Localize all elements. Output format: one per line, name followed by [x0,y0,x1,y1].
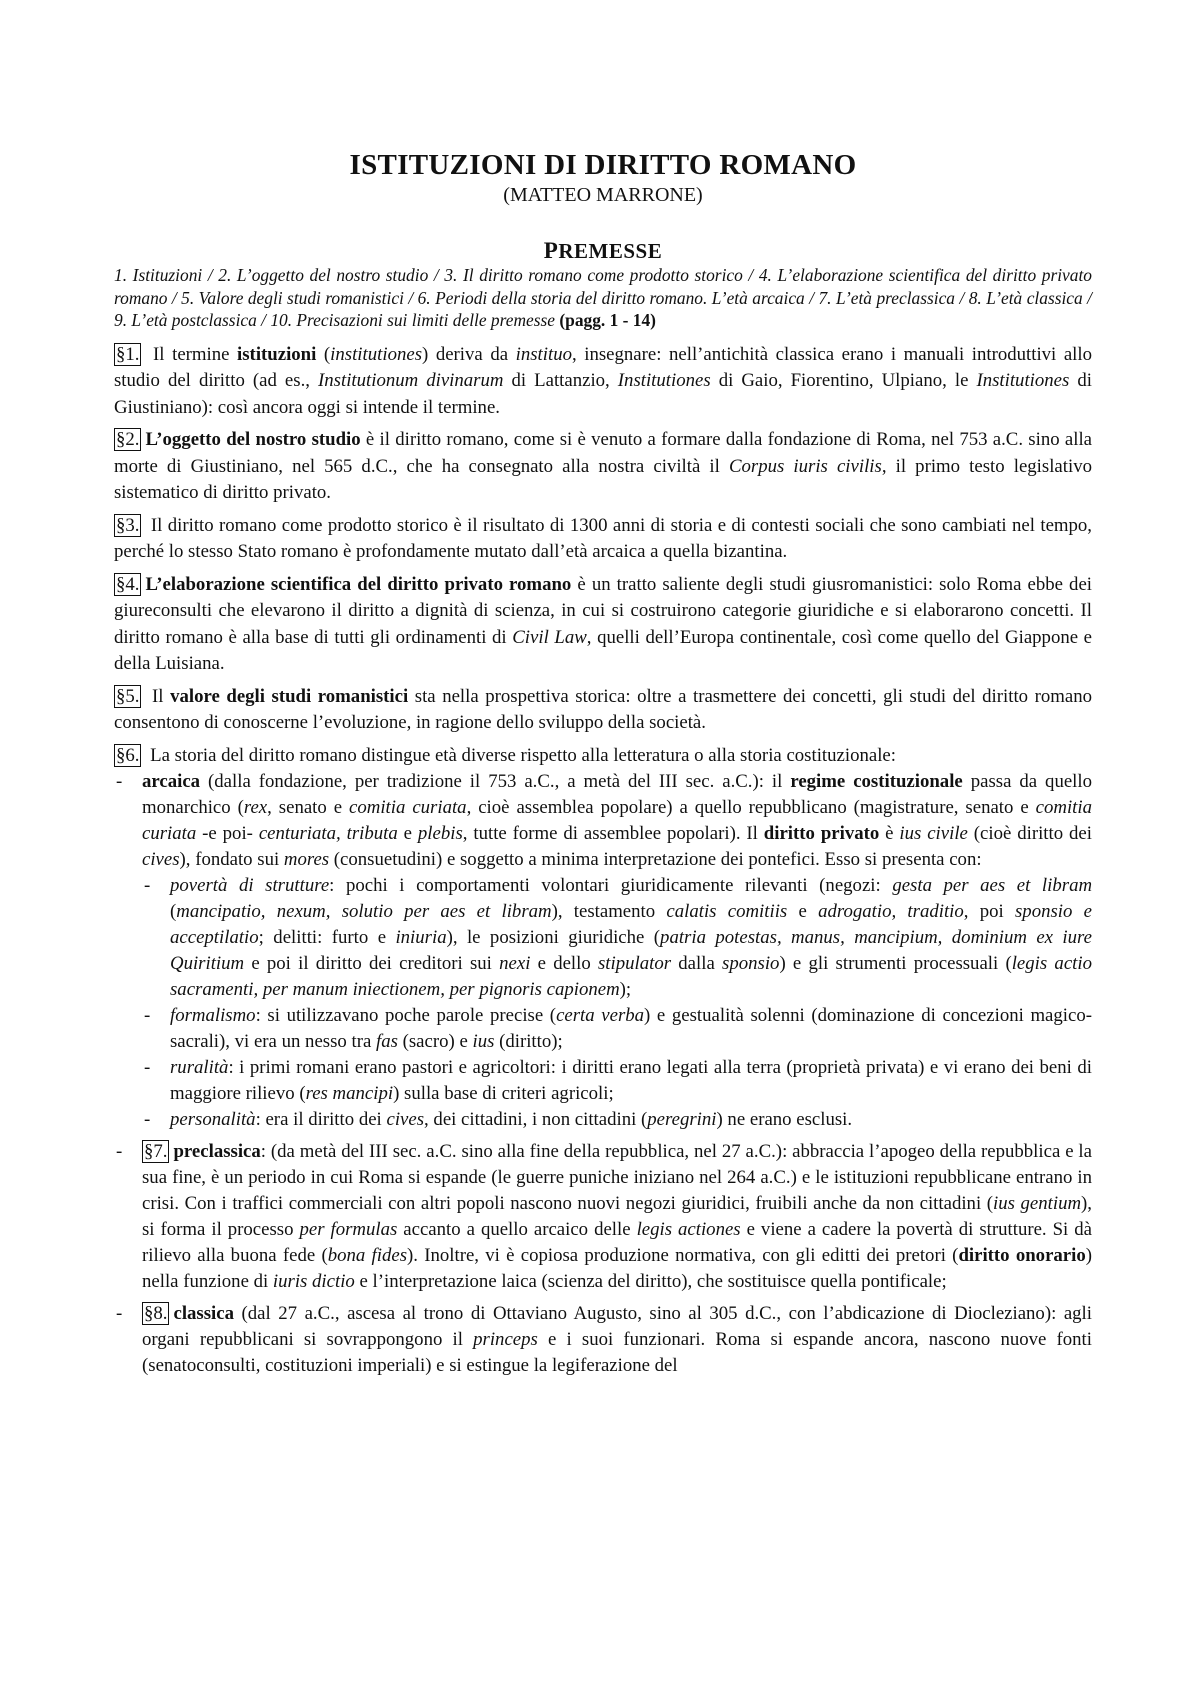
section-number-box: §4. [116,573,140,595]
paragraph-1: §1. Il termine istituzioni (institutiones) deriva da instituo, insegnare: nell’antichità classica erano i manuali introduttivi allo studio del diritto (ad es., Institutionum divinarum di Lattanzio, Institutiones di Gaio, Fiorentino, Ulpiano, le Institutiones di Giustiniano): così ancora oggi si intende il termine. [114,343,1092,418]
paragraph-2: §2. L’oggetto del nostro studio è il diritto romano, come si è venuto a formare dalla fondazione di Roma, nel 753 a.C. sino alla morte di Giustiniano, nel 565 d.C., che ha consegnato alla nostra civiltà il Corpus iuris civilis, il primo testo legislativo sistematico di diritto privato. [114,429,1092,503]
list-item: - formalismo: si utilizzavano poche parole precise (certa verba) e gestualità solenni (dominazione di concezioni magico-sacrali), vi era un nesso tra fas (sacro) e ius (diritto); [142,1003,1092,1055]
paragraph-6: §6. La storia del diritto romano distingue età diverse rispetto alla letteratura o alla storia costituzionale: [116,744,896,766]
section-number-box: §3. [116,514,140,536]
list-item: - ruralità: i primi romani erano pastori e agricoltori: i diritti erano legati alla terra (proprietà privata) e vi erano dei beni di maggiore rilievo (res mancipi) sulla base di criteri agricoli; [142,1055,1092,1107]
list-item: - personalità: era il diritto dei cives, dei cittadini, i non cittadini (peregrini) ne erano esclusi. [142,1107,1092,1133]
list-item: - povertà di strutture: pochi i comportamenti volontari giuridicamente rilevanti (negozi: gesta per aes et libram (mancipatio, nexum, solutio per aes et libram), testamento calatis comitiis e adrogatio, traditio, poi sponsio e acceptilatio; delitti: furto e iniuria), le posizioni giuridiche (patria potestas, manus, mancipium, dominium ex iure Quiritium e poi il diritto dei creditori sui nexi e dello stipulator dalla sponsio) e gli strumenti processuali (legis actio sacramenti, per manum iniectionem, per pignoris capionem); [142,873,1092,1003]
section-heading: PREMESSE [543,238,663,263]
paragraph-3: §3. Il diritto romano come prodotto storico è il risultato di 1300 anni di storia e di contesti sociali che sono cambiati nel tempo, perché lo stesso Stato romano è profondamente mutato dall’età arcaica a quella bizantina. [114,514,1092,562]
document-author: (MATTEO MARRONE) [503,184,703,206]
paragraph-5: §5. Il valore degli studi romanistici sta nella prospettiva storica: oltre a trasmettere dei concetti, gli studi del diritto romano consentono di conoscerne l’evoluzione, in ragione dello sviluppo della società. [114,685,1092,733]
periods-list [114,769,1092,1379]
section-number-box: §6. [116,744,140,766]
paragraph-4: §4. L’elaborazione scientifica del diritto privato romano è un tratto saliente degli studi giusromanistici: solo Roma ebbe dei giureconsulti che elevarono il diritto a dignità di scienza, in cui si costruirono categorie giuridiche e si elaborarono concetti. Il diritto romano è alla base di tutti gli ordinamenti di Civil Law, quelli dell’Europa continentale, così come quello del Giappone e della Luisiana. [114,573,1093,674]
section-number-box: §5. [116,685,140,707]
arcaica-features-list [142,873,1092,1133]
document-title: ISTITUZIONI DI DIRITTO ROMANO [349,149,857,181]
table-of-contents: 1. Istituzioni / 2. L’oggetto del nostro studio / 3. Il diritto romano come prodotto storico / 4. L’elaborazione scientifica del diritto privato romano / 5. Valore degli studi romanistici / 6. Periodi della storia del diritto romano. L’età arcaica / 7. L’età preclassica / 8. L’età classica / 9. L’età postclassica / 10. Precisazioni sui limiti delle premesse (pagg. 1 - 14) [114,265,1092,330]
list-item-preclassica: - §7. preclassica: (da metà del III sec. a.C. sino alla fine della repubblica, nel 27 a.C.): abbraccia l’apogeo della repubblica e la sua fine, è un periodo in cui Roma si espande (le guerre puniche iniziano nel 264 a.C.) e le istituzioni repubblicane entrano in crisi. Con i traffici commerciali con altri popoli nascono nuovi negozi giuridici, fruibili anche da non cittadini (ius gentium), si forma il processo per formulas accanto a quello arcaico delle legis actiones e viene a cadere la povertà di strutture. Si dà rilievo alla buona fede (bona fides). Inoltre, vi è copiosa produzione normativa, con gli editti dei pretori (diritto onorario) nella funzione di iuris dictio e l’interpretazione laica (scienza del diritto), che sostituisce quella pontificale; [114,1139,1092,1295]
section-number-box: §2. [116,429,140,450]
list-item-arcaica: - arcaica (dalla fondazione, per tradizione il 753 a.C., a metà del III sec. a.C.): il regime costituzionale passa da quello monarchico (rex, senato e comitia curiata, cioè assemblea popolare) a quello repubblicano (magistrature, senato e comitia curiata -e poi- centuriata, tributa e plebis, tutte forme di assemblee popolari). Il diritto privato è ius civile (cioè diritto dei cives), fondato sui mores (consuetudini) e soggetto a minima interpretazione dei pontefici. Esso si presenta con: - povertà di strutture: pochi i comportamenti volontari giuridicamente rilevanti (negozi: gesta per aes et libram (mancipatio, nexum, solutio per aes et libram), testamento calatis comitiis e adrogatio, traditio, poi sponsio e acceptilatio; delitti: furto e iniuria), le posizioni giuridiche (patria potestas, manus, mancipium, dominium ex iure Quiritium e poi il diritto dei creditori sui nexi e dello stipulator dalla sponsio) e gli strumenti processuali (legis actio sacramenti, per manum iniectionem, per pignoris capionem); - formalismo: si utilizzavano poche parole precise (certa verba) e gestualità solenni (dominazione di concezioni magico-sacrali), vi era un nesso tra fas (sacro) e ius (diritto); - ruralità: i primi romani erano pastori e agricoltori: i diritti erano legati alla terra (proprietà privata) e vi erano dei beni di maggiore rilievo (res mancipi) sulla base di criteri agricoli; - personalità: era il diritto dei cives, dei cittadini, i non cittadini (peregrini) ne erano esclusi. [114,769,1092,1133]
section-number-box: §8. [144,1303,168,1324]
page-range: (pagg. 1 - 14) [559,310,656,330]
list-item-classica: - §8. classica (dal 27 a.C., ascesa al trono di Ottaviano Augusto, sino al 305 d.C., con l’abdicazione di Diocleziano): agli organi repubblicani si sovrappongono il princeps e i suoi funzionari. Roma si espande ancora, nascono nuove fonti (senatoconsulti, costituzioni imperiali) e si estingue la legiferazione del [114,1301,1092,1379]
section-number-box: §1. [116,343,140,365]
section-number-box: §7. [144,1141,168,1162]
